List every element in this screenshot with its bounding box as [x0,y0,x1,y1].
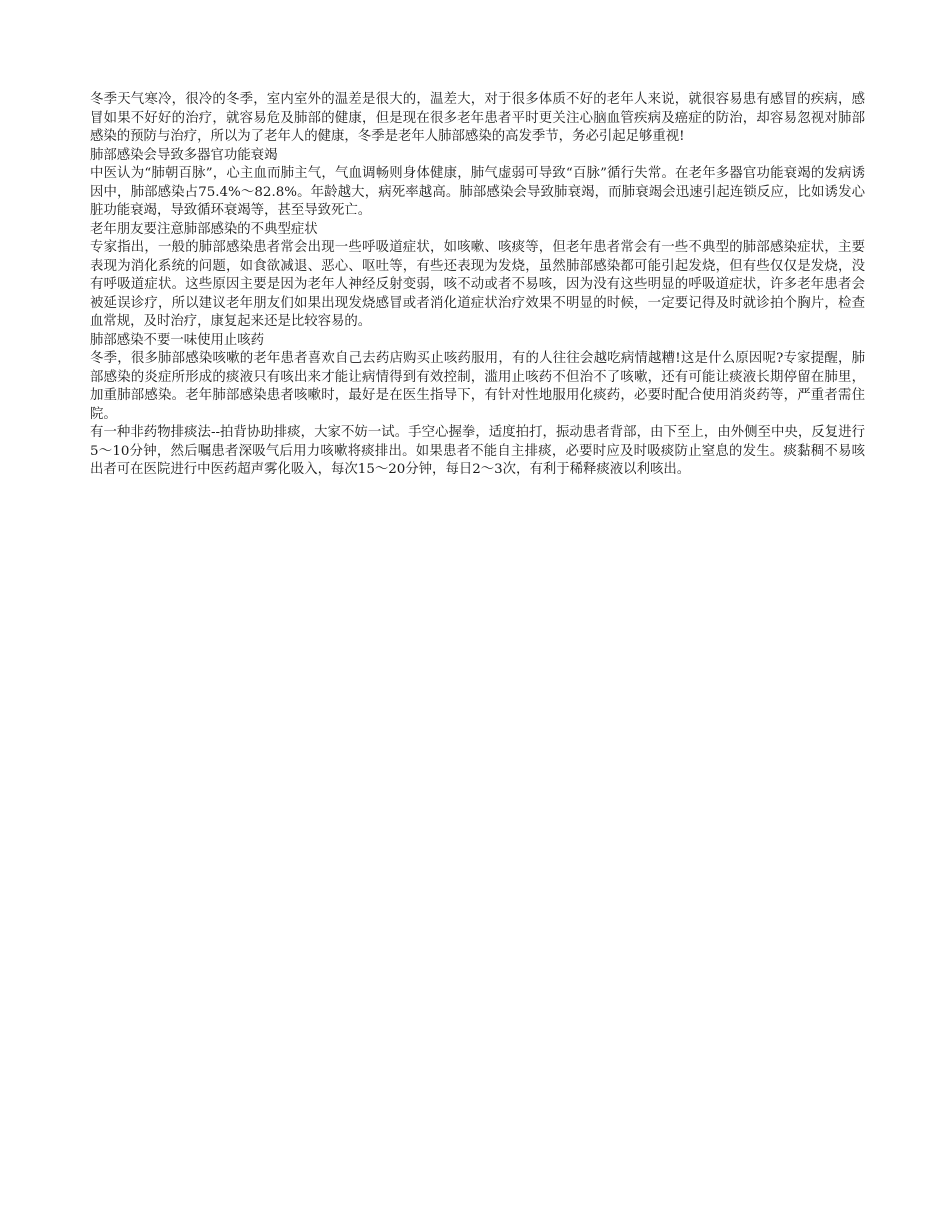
section-paragraph: 冬季，很多肺部感染咳嗽的老年患者喜欢自己去药店购买止咳药服用，有的人往往会越吃病情越糟!这是什么原因呢?专家提醒，肺部感染的炎症所形成的痰液只有咳出来才能让病情得到有效控制，滥用止咳药不但治不了咳嗽，还有可能让痰液长期停留在肺里，加重肺部感染。老年肺部感染患者咳嗽时，最好是在医生指导下，有针对性地服用化痰药，必要时配合使用消炎药等，严重者需住院。 [90,351,865,422]
section-heading-organ-failure: 肺部感染会导致多器官功能衰竭 [90,147,278,163]
section-paragraph: 有一种非药物排痰法--拍背协助排痰，大家不妨一试。手空心握拳，适度拍打，振动患者背部，由下至上，由外侧至中央，反复进行5～10分钟，然后嘱患者深吸气后用力咳嗽将痰排出。如果患者不能自主排痰，必要时应及时吸痰防止窒息的发生。痰黏稠不易咳出者可在医院进行中医药超声雾化吸入，每次15～20分钟，每日2～3次，有利于稀释痰液以利咳出。 [90,425,865,477]
article-body [90,91,865,480]
section-heading-cough-medicine: 肺部感染不要一味使用止咳药 [90,332,265,348]
section-paragraph: 专家指出，一般的肺部感染患者常会出现一些呼吸道症状，如咳嗽、咳痰等，但老年患者常会有一些不典型的肺部感染症状，主要表现为消化系统的问题，如食欲减退、恶心、呕吐等，有些还表现为发烧，虽然肺部感染都可能引起发烧，但有些仅仅是发烧，没有呼吸道症状。这些原因主要是因为老年人神经反射变弱，咳不动或者不易咳，因为没有这些明显的呼吸道症状，许多老年患者会被延误诊疗，所以建议老年朋友们如果出现发烧感冒或者消化道症状治疗效果不明显的时候，一定要记得及时就诊拍个胸片，检查血常规，及时治疗，康复起来还是比较容易的。 [90,240,865,329]
section-heading-atypical-symptoms: 老年朋友要注意肺部感染的不典型症状 [90,221,318,237]
section-paragraph: 中医认为“肺朝百脉”，心主血而肺主气，气血调畅则身体健康，肺气虚弱可导致“百脉”循行失常。在老年多器官功能衰竭的发病诱因中，肺部感染占75.4%～82.8%。年龄越大，病死率越高。肺部感染会导致肺衰竭，而肺衰竭会迅速引起连锁反应，比如诱发心脏功能衰竭，导致循环衰竭等，甚至导致死亡。 [90,166,865,218]
intro-paragraph: 冬季天气寒冷，很冷的冬季，室内室外的温差是很大的，温差大，对于很多体质不好的老年人来说，就很容易患有感冒的疾病，感冒如果不好好的治疗，就容易危及肺部的健康，但是现在很多老年患者平时更关注心脑血管疾病及癌症的防治，却容易忽视对肺部感染的预防与治疗，所以为了老年人的健康，冬季是老年人肺部感染的高发季节，务必引起足够重视! [90,92,865,144]
